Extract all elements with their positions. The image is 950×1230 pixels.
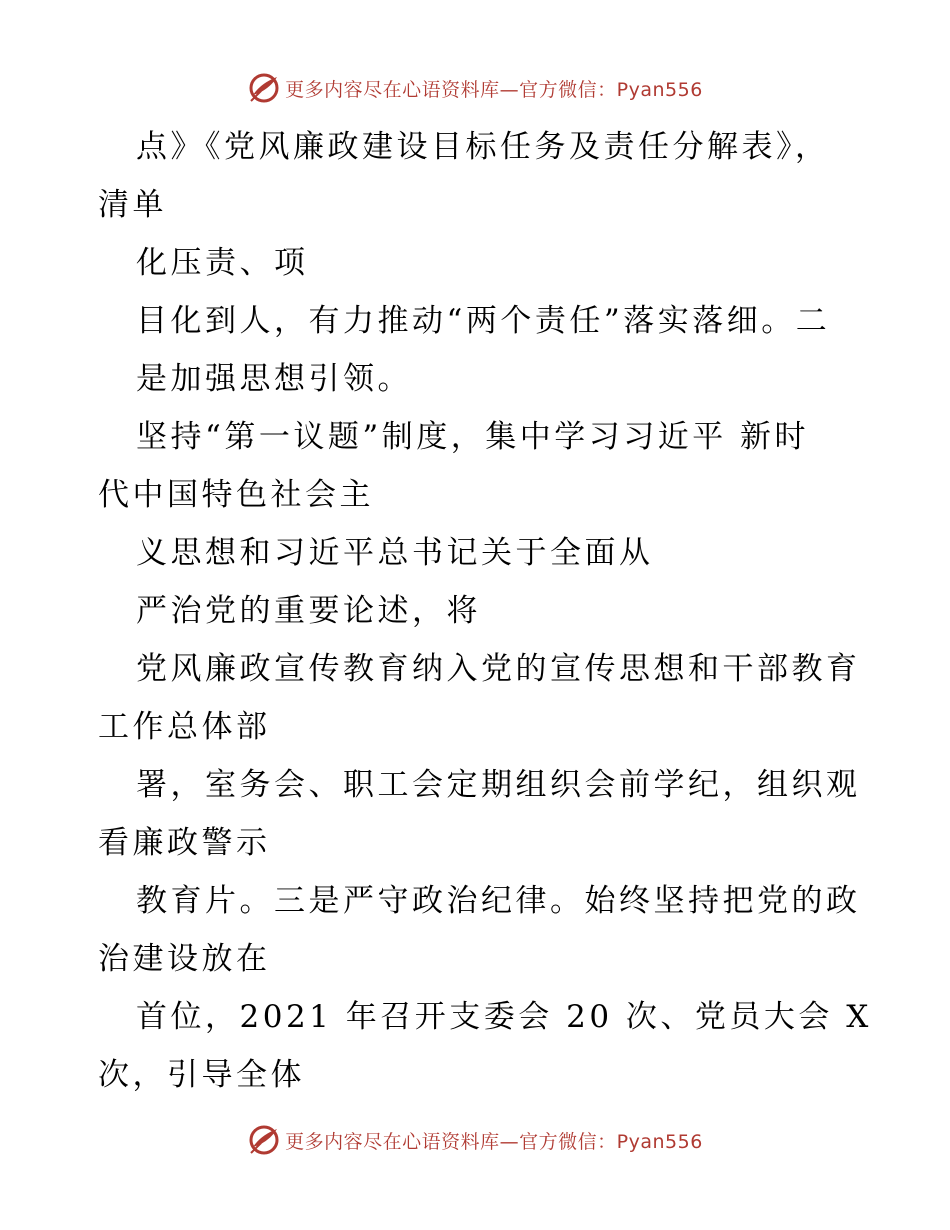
body-line: 坚持“第一议题”制度，集中学习习近平 新时 bbox=[136, 419, 810, 455]
body-line: 清单 bbox=[98, 187, 167, 223]
quill-logo-icon bbox=[247, 1123, 281, 1157]
body-line: 义思想和习近平总书记关于全面从 bbox=[136, 535, 654, 571]
body-line: 党风廉政宣传教育纳入党的宣传思想和干部教育 bbox=[136, 651, 861, 687]
body-line: 治建设放在 bbox=[98, 941, 271, 977]
header-watermark bbox=[0, 68, 950, 108]
body-line: 首位，2021 年召开支委会 20 次、党员大会 X bbox=[136, 999, 872, 1035]
body-line: 严治党的重要论述，将 bbox=[136, 593, 481, 629]
body-line: 是加强思想引领。 bbox=[136, 361, 412, 397]
document-body bbox=[98, 118, 872, 1104]
body-line: 代中国特色社会主 bbox=[98, 477, 374, 513]
body-line: 目化到人，有力推动“两个责任”落实落细。二 bbox=[136, 303, 831, 339]
watermark-text: 更多内容尽在心语资料库—官方微信：Pyan556 bbox=[285, 78, 703, 101]
footer-watermark bbox=[0, 1120, 950, 1160]
body-line: 次，引导全体 bbox=[98, 1057, 305, 1093]
body-line: 点》《党风廉政建设目标任务及责任分解表》， bbox=[136, 129, 830, 165]
body-line: 工作总体部 bbox=[98, 709, 271, 745]
body-line: 看廉政警示 bbox=[98, 825, 271, 861]
body-line: 署，室务会、职工会定期组织会前学纪，组织观 bbox=[136, 767, 861, 803]
watermark-text: 更多内容尽在心语资料库—官方微信：Pyan556 bbox=[285, 1130, 703, 1153]
body-line: 教育片。三是严守政治纪律。始终坚持把党的政 bbox=[136, 883, 861, 919]
body-line: 化压责、项 bbox=[136, 245, 309, 281]
quill-logo-icon bbox=[247, 71, 281, 105]
